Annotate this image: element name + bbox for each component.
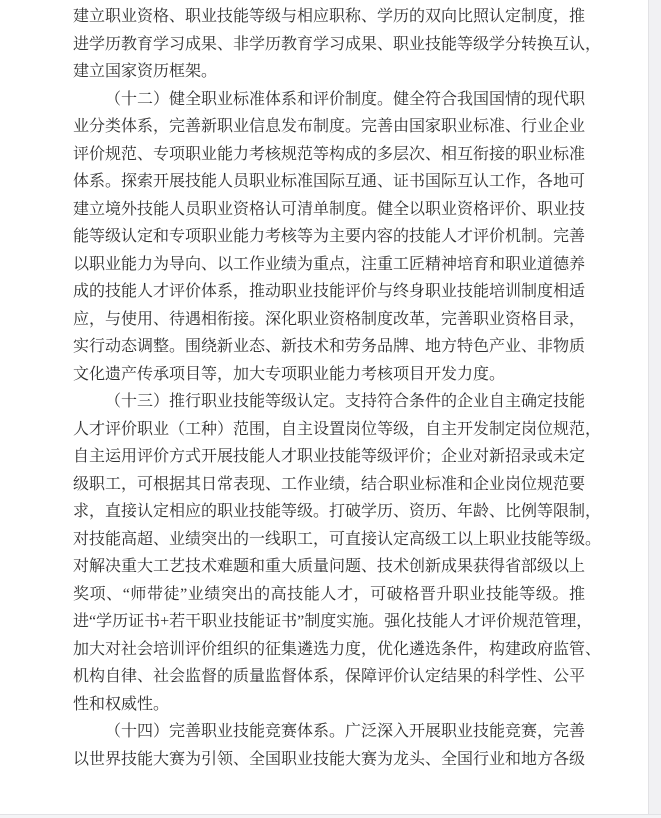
text-line: （十四）完善职业技能竞赛体系。广泛深入开展职业技能竞赛，完善 — [105, 723, 586, 740]
text-line: 业分类体系，完善新职业信息发布制度。完善由国家职业标准、行业企业 — [73, 118, 586, 135]
text-line: 成的技能人才评价体系，推动职业技能评价与终身职业技能培训制度相适 — [73, 283, 586, 300]
text-line: 以职业能力为导向、以工作业绩为重点，注重工匠精神培育和职业道德养 — [73, 255, 586, 273]
text-line: 求，直接认定相应的职业技能等级。打破学历、资历、年龄、比例等限制， — [73, 503, 602, 520]
text-line: 人才评价职业（工种）范围，自主设置岗位等级，自主开发制定岗位规范， — [73, 420, 602, 438]
text-line: 对解决重大工艺技术难题和重大质量问题、技术创新成果获得省部级以上 — [73, 558, 586, 575]
text-line: 评价规范、专项职业能力考核规范等构成的多层次、相互衔接的职业标准 — [73, 145, 586, 163]
text-line: 性和权威性。 — [73, 695, 170, 713]
text-line: 建立国家资历框架。 — [73, 63, 218, 80]
text-line: 建立职业资格、职业技能等级与相应职称、学历的双向比照认定制度，推 — [73, 8, 586, 25]
text-line: 应，与使用、待遇相衔接。深化职业资格制度改革，完善职业资格目录， — [73, 310, 586, 328]
text-line: 对技能高超、业绩突出的一线职工，可直接认定高级工以上职业技能等级。 — [73, 530, 602, 548]
text-line: 加大对社会培训评价组织的征集遴选力度，优化遴选条件，构建政府监管、 — [73, 640, 602, 658]
page-bottom-edge — [0, 814, 661, 818]
text-line: 进学历教育学习成果、非学历教育学习成果、职业技能等级学分转换互认， — [73, 35, 602, 53]
text-line: （十三）推行职业技能等级认定。支持符合条件的企业自主确定技能 — [105, 393, 586, 410]
document-text-block — [73, 3, 602, 773]
text-line: 以世界技能大赛为引领、全国职业技能大赛为龙头、全国行业和地方各级 — [73, 750, 586, 768]
text-line: 能等级认定和专项职业能力考核等为主要内容的技能人才评价机制。完善 — [73, 228, 586, 245]
text-line: 奖项、“师带徒”业绩突出的高技能人才，可破格晋升职业技能等级。推 — [73, 585, 585, 603]
text-line: 文化遗产传承项目等，加大专项职业能力考核项目开发力度。 — [73, 365, 506, 383]
scrollbar-track-vertical[interactable] — [648, 0, 661, 818]
text-line: 级职工，可根据其日常表现、工作业绩，结合职业标准和企业岗位规范要 — [73, 475, 586, 493]
text-line: 进“学历证书+若干职业技能证书”制度实施。强化技能人才评价规范管理， — [73, 613, 593, 630]
text-line: 体系。探索开展技能人员职业标准国际互通、证书国际互认工作，各地可 — [73, 173, 586, 190]
text-line: 建立境外技能人员职业资格认可清单制度。健全以职业资格评价、职业技 — [73, 200, 586, 218]
text-line: （十二）健全职业标准体系和评价制度。健全符合我国国情的现代职 — [105, 90, 586, 108]
text-line: 机构自律、社会监督的质量监督体系，保障评价认定结果的科学性、公平 — [73, 668, 586, 685]
text-line: 自主运用评价方式开展技能人才职业技能等级评价；企业对新招录或未定 — [73, 448, 586, 465]
text-line: 实行动态调整。围绕新业态、新技术和劳务品牌、地方特色产业、非物质 — [73, 338, 586, 355]
